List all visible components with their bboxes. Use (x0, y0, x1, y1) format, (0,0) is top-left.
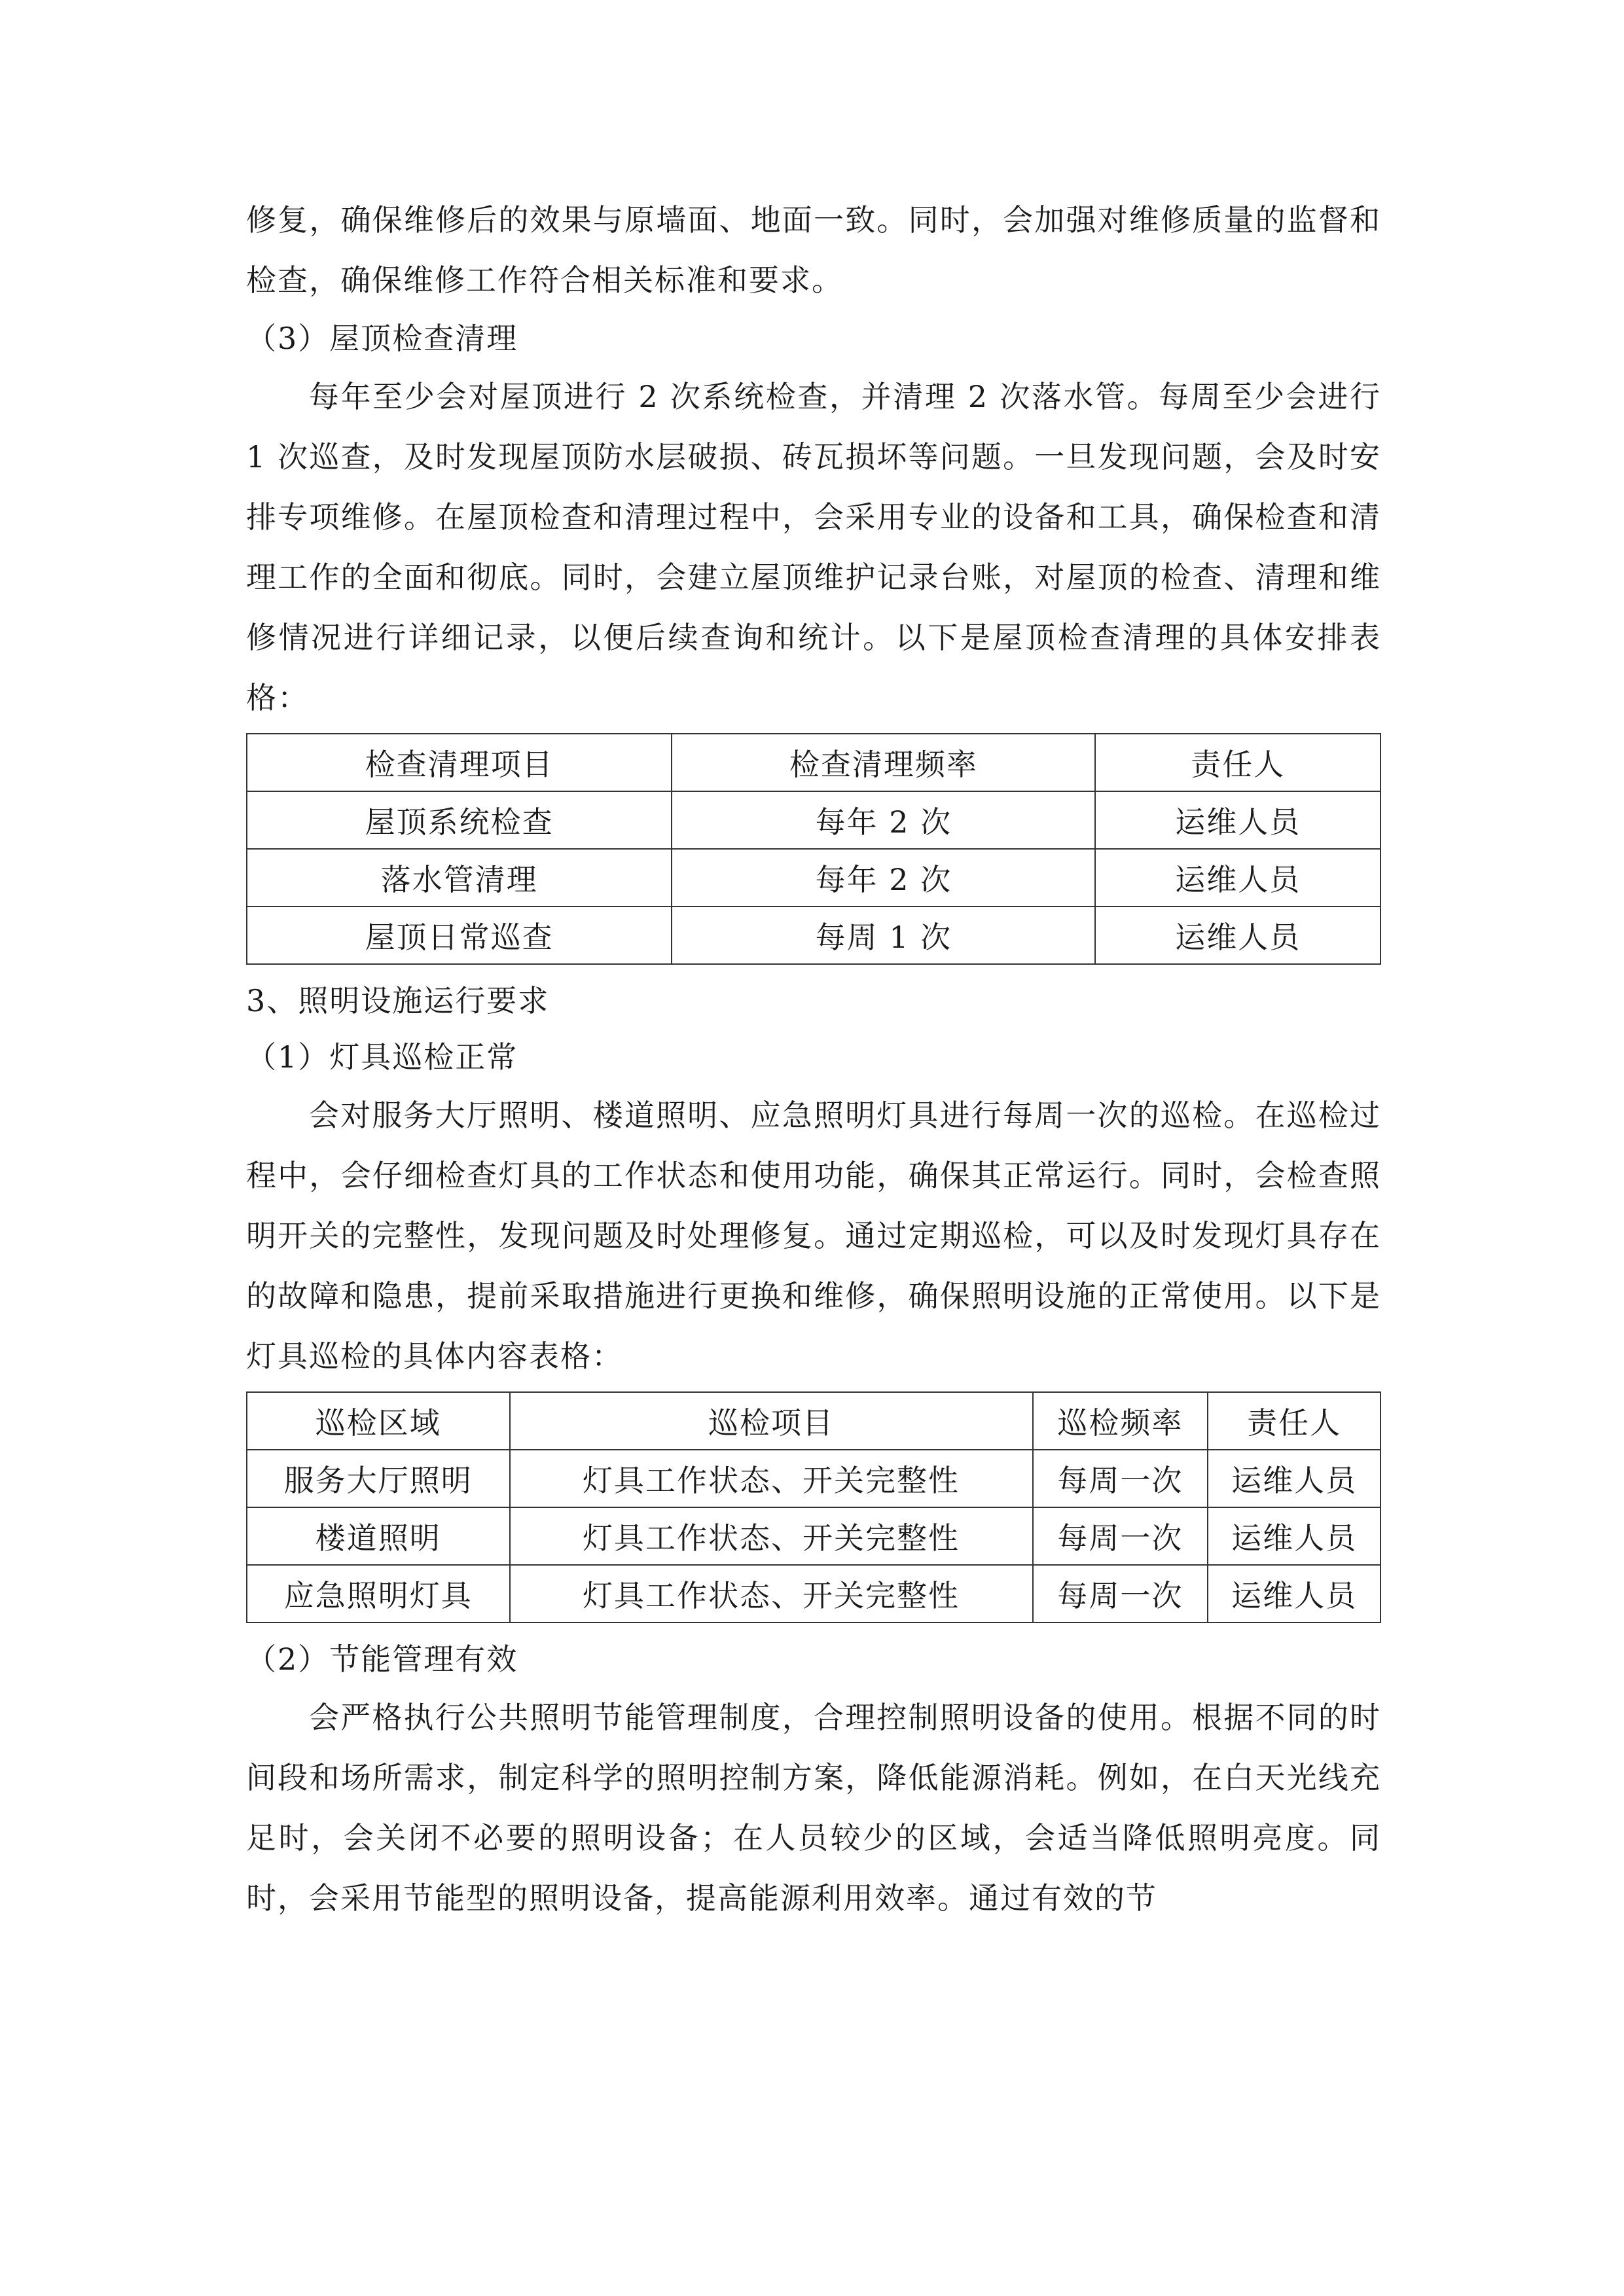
table-cell: 每周一次 (1033, 1565, 1208, 1623)
table-row (247, 906, 1380, 964)
table-header-cell: 巡检区域 (247, 1392, 510, 1450)
table-cell: 屋顶日常巡查 (247, 906, 672, 964)
table-cell: 每年 2 次 (672, 849, 1095, 906)
table-cell: 运维人员 (1208, 1450, 1380, 1507)
table-header-cell: 巡检频率 (1033, 1392, 1208, 1450)
table-header-row (247, 734, 1380, 791)
table-cell: 应急照明灯具 (247, 1565, 510, 1623)
paragraph-roof-inspection: 每年至少会对屋顶进行 2 次系统检查，并清理 2 次落水管。每周至少会进行 1 次巡查，及时发现屋顶防水层破损、砖瓦损坏等问题。一旦发现问题，会及时安排专项维修。在屋顶检查和清理过程中，会采用专业的设备和工具，确保检查和清理工作的全面和彻底。同时，会建立屋顶维护记录台账，对屋顶的检查、清理和维修情况进行详细记录，以便后续查询和统计。以下是屋顶检查清理的具体安排表格： (246, 379, 1381, 715)
table-cell: 楼道照明 (247, 1507, 510, 1565)
lamp-inspection-table (246, 1391, 1381, 1623)
heading-lighting-requirements: 3、照明设施运行要求 (246, 983, 550, 1018)
table-header-cell: 责任人 (1208, 1392, 1380, 1450)
table-cell: 服务大厅照明 (247, 1450, 510, 1507)
table-header-cell: 巡检项目 (510, 1392, 1033, 1450)
table-header-cell: 责任人 (1095, 734, 1380, 791)
table-row (247, 849, 1380, 906)
table-header-row (247, 1392, 1380, 1450)
document-page (246, 190, 1381, 1928)
table-cell: 灯具工作状态、开关完整性 (510, 1507, 1033, 1565)
table-cell: 运维人员 (1208, 1507, 1380, 1565)
table-cell: 灯具工作状态、开关完整性 (510, 1565, 1033, 1623)
table-cell: 运维人员 (1095, 906, 1380, 964)
paragraph-repair-continued: 修复，确保维修后的效果与原墙面、地面一致。同时，会加强对维修质量的监督和检查，确保维修工作符合相关标准和要求。 (246, 202, 1381, 298)
table-cell: 每周一次 (1033, 1507, 1208, 1565)
table-cell: 每周 1 次 (672, 906, 1095, 964)
heading-roof-inspection: （3）屋顶检查清理 (246, 321, 518, 356)
table-cell: 落水管清理 (247, 849, 672, 906)
table-header-cell: 检查清理项目 (247, 734, 672, 791)
table-cell: 运维人员 (1095, 849, 1380, 906)
table-cell: 运维人员 (1095, 791, 1380, 849)
table-cell: 每周一次 (1033, 1450, 1208, 1507)
table-row (247, 1450, 1380, 1507)
paragraph-energy-management: 会严格执行公共照明节能管理制度，合理控制照明设备的使用。根据不同的时间段和场所需求，制定科学的照明控制方案，降低能源消耗。例如，在白天光线充足时，会关闭不必要的照明设备；在人员较少的区域，会适当降低照明亮度。同时，会采用节能型的照明设备，提高能源利用效率。通过有效的节 (246, 1700, 1381, 1916)
paragraph-lamp-inspection: 会对服务大厅照明、楼道照明、应急照明灯具进行每周一次的巡检。在巡检过程中，会仔细检查灯具的工作状态和使用功能，确保其正常运行。同时，会检查照明开关的完整性，发现问题及时处理修复。通过定期巡检，可以及时发现灯具存在的故障和隐患，提前采取措施进行更换和维修，确保照明设施的正常使用。以下是灯具巡检的具体内容表格： (246, 1098, 1381, 1374)
table-cell: 屋顶系统检查 (247, 791, 672, 849)
heading-lamp-inspection: （1）灯具巡检正常 (246, 1039, 518, 1075)
heading-energy-management: （2）节能管理有效 (246, 1641, 518, 1677)
table-row (247, 791, 1380, 849)
table-cell: 运维人员 (1208, 1565, 1380, 1623)
table-row (247, 1507, 1380, 1565)
table-header-cell: 检查清理频率 (672, 734, 1095, 791)
table-row (247, 1565, 1380, 1623)
table-cell: 灯具工作状态、开关完整性 (510, 1450, 1033, 1507)
roof-inspection-table (246, 733, 1381, 965)
table-cell: 每年 2 次 (672, 791, 1095, 849)
